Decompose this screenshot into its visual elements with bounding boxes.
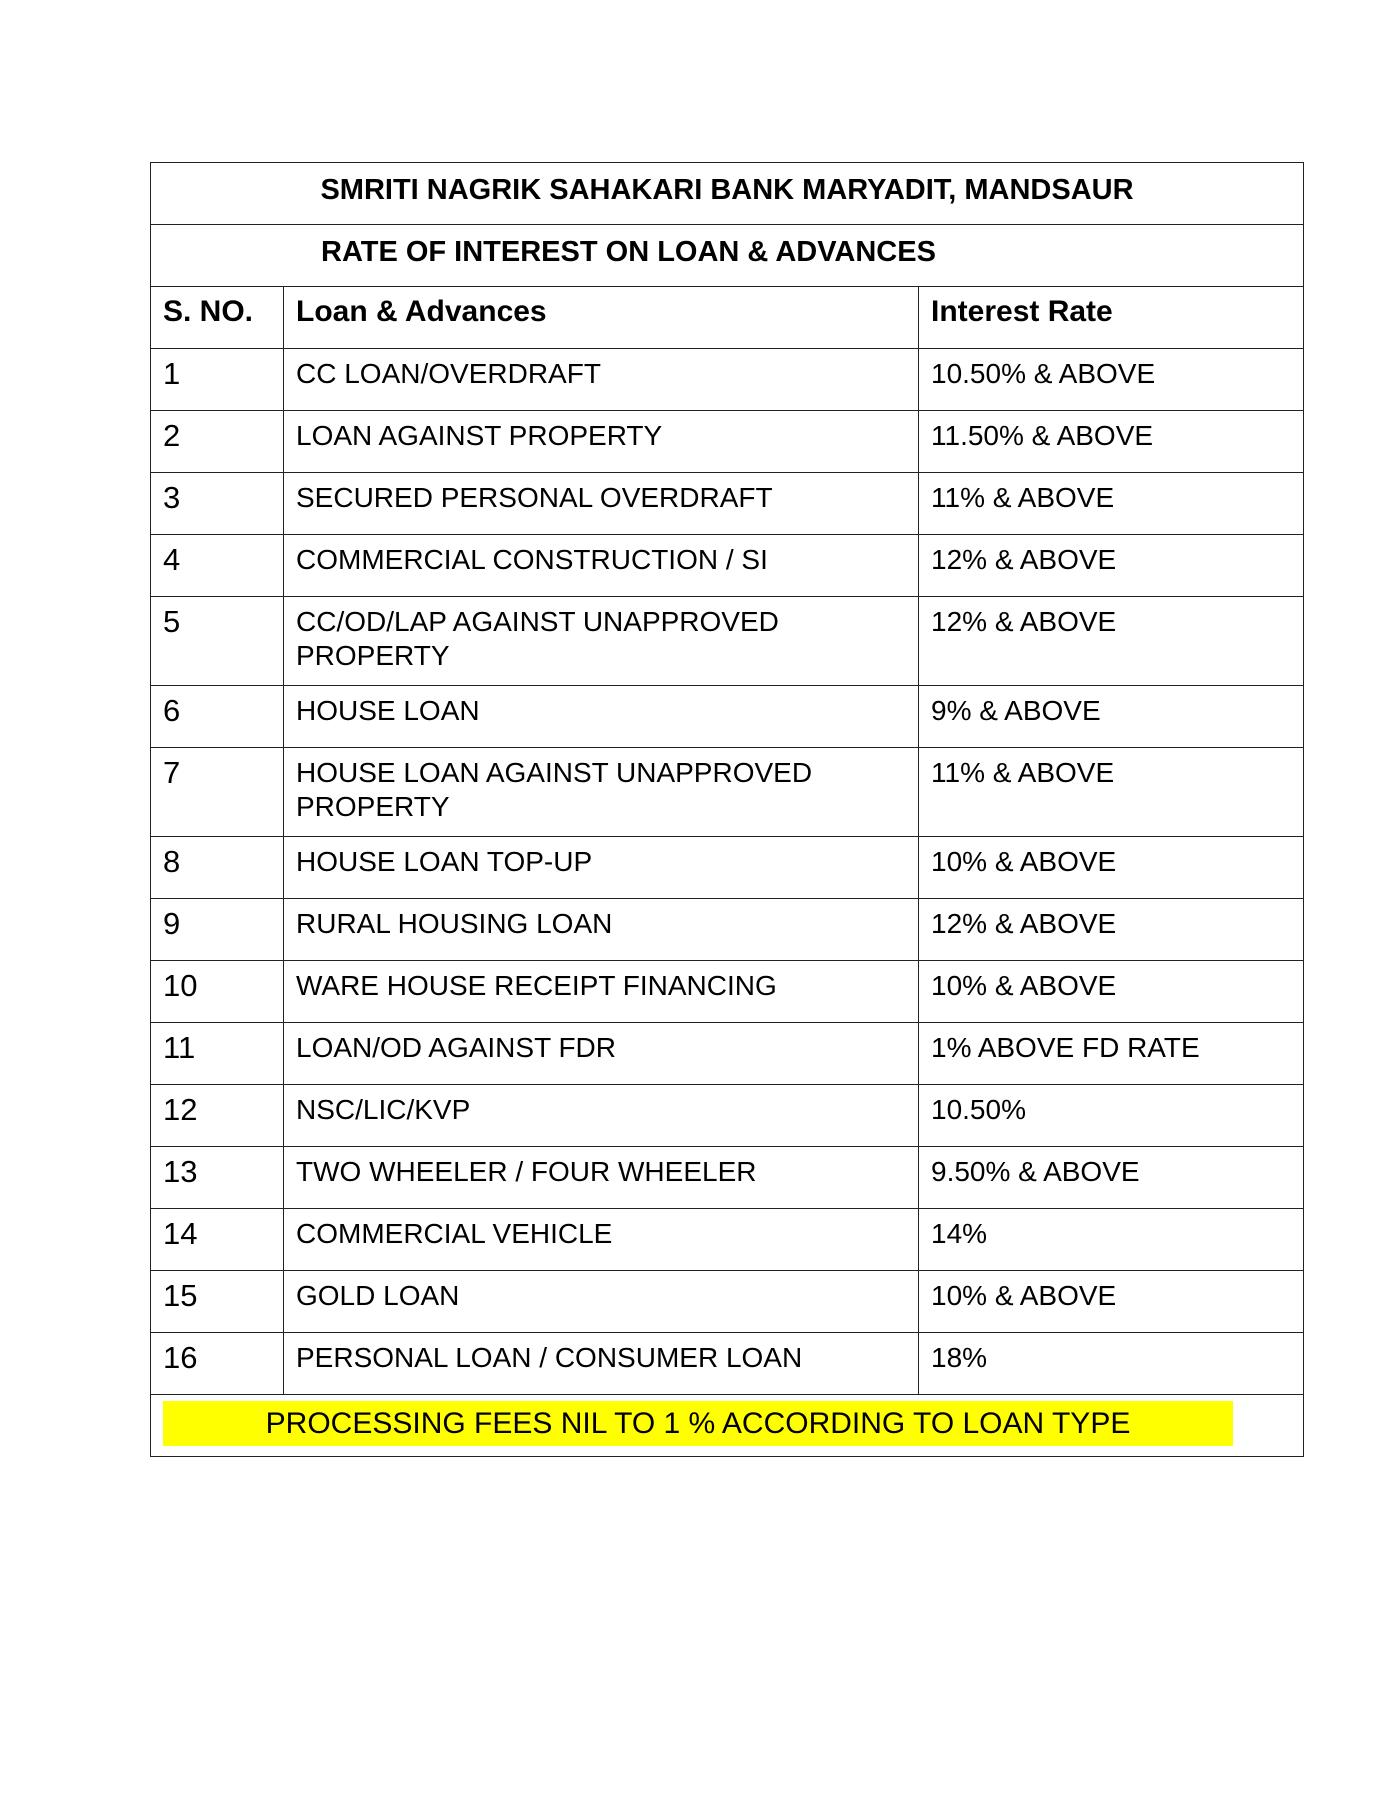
cell-rate: 14% — [919, 1209, 1304, 1271]
cell-rate: 10% & ABOVE — [919, 837, 1304, 899]
cell-loan: LOAN/OD AGAINST FDR — [284, 1023, 919, 1085]
cell-loan: RURAL HOUSING LOAN — [284, 899, 919, 961]
cell-sno: 8 — [151, 837, 284, 899]
cell-rate: 12% & ABOVE — [919, 899, 1304, 961]
header-row — [151, 287, 1304, 349]
cell-rate: 10.50% — [919, 1085, 1304, 1147]
table-row — [151, 473, 1304, 535]
cell-loan: PERSONAL LOAN / CONSUMER LOAN — [284, 1333, 919, 1395]
header-rate: Interest Rate — [919, 287, 1304, 349]
cell-rate: 10.50% & ABOVE — [919, 349, 1304, 411]
cell-rate: 10% & ABOVE — [919, 1271, 1304, 1333]
table-row — [151, 1085, 1304, 1147]
cell-loan: SECURED PERSONAL OVERDRAFT — [284, 473, 919, 535]
table-row — [151, 1271, 1304, 1333]
cell-rate: 11.50% & ABOVE — [919, 411, 1304, 473]
cell-loan: CC LOAN/OVERDRAFT — [284, 349, 919, 411]
cell-sno: 14 — [151, 1209, 284, 1271]
cell-loan: WARE HOUSE RECEIPT FINANCING — [284, 961, 919, 1023]
header-loan: Loan & Advances — [284, 287, 919, 349]
cell-loan: HOUSE LOAN — [284, 686, 919, 748]
table-row — [151, 1209, 1304, 1271]
cell-sno: 5 — [151, 597, 284, 686]
cell-loan: TWO WHEELER / FOUR WHEELER — [284, 1147, 919, 1209]
footer-row — [151, 1395, 1304, 1457]
cell-loan: COMMERCIAL VEHICLE — [284, 1209, 919, 1271]
bank-name: SMRITI NAGRIK SAHAKARI BANK MARYADIT, MANDSAUR — [151, 163, 1304, 225]
cell-loan: CC/OD/LAP AGAINST UNAPPROVED PROPERTY — [284, 597, 919, 686]
cell-rate: 12% & ABOVE — [919, 597, 1304, 686]
cell-sno: 9 — [151, 899, 284, 961]
cell-rate: 11% & ABOVE — [919, 748, 1304, 837]
cell-sno: 13 — [151, 1147, 284, 1209]
table-row — [151, 1333, 1304, 1395]
cell-sno: 2 — [151, 411, 284, 473]
cell-sno: 12 — [151, 1085, 284, 1147]
table-row — [151, 1147, 1304, 1209]
cell-sno: 3 — [151, 473, 284, 535]
cell-sno: 10 — [151, 961, 284, 1023]
processing-fees-note: PROCESSING FEES NIL TO 1 % ACCORDING TO LOAN TYPE — [163, 1401, 1233, 1446]
cell-loan: HOUSE LOAN TOP-UP — [284, 837, 919, 899]
cell-sno: 1 — [151, 349, 284, 411]
cell-loan: GOLD LOAN — [284, 1271, 919, 1333]
table-row — [151, 597, 1304, 686]
interest-rate-table — [150, 162, 1304, 1457]
table-subtitle: RATE OF INTEREST ON LOAN & ADVANCES — [151, 225, 1304, 287]
table-row — [151, 411, 1304, 473]
cell-loan: NSC/LIC/KVP — [284, 1085, 919, 1147]
table-row — [151, 535, 1304, 597]
table-row — [151, 748, 1304, 837]
cell-rate: 10% & ABOVE — [919, 961, 1304, 1023]
cell-sno: 6 — [151, 686, 284, 748]
cell-loan: COMMERCIAL CONSTRUCTION / SI — [284, 535, 919, 597]
table-row — [151, 1023, 1304, 1085]
cell-sno: 7 — [151, 748, 284, 837]
cell-rate: 9.50% & ABOVE — [919, 1147, 1304, 1209]
header-sno: S. NO. — [151, 287, 284, 349]
cell-loan: LOAN AGAINST PROPERTY — [284, 411, 919, 473]
cell-sno: 11 — [151, 1023, 284, 1085]
cell-sno: 16 — [151, 1333, 284, 1395]
cell-rate: 12% & ABOVE — [919, 535, 1304, 597]
table-row — [151, 686, 1304, 748]
cell-rate: 11% & ABOVE — [919, 473, 1304, 535]
table-row — [151, 961, 1304, 1023]
table-row — [151, 837, 1304, 899]
cell-rate: 1% ABOVE FD RATE — [919, 1023, 1304, 1085]
table-row — [151, 899, 1304, 961]
cell-sno: 4 — [151, 535, 284, 597]
cell-rate: 9% & ABOVE — [919, 686, 1304, 748]
cell-sno: 15 — [151, 1271, 284, 1333]
cell-rate: 18% — [919, 1333, 1304, 1395]
table-row — [151, 349, 1304, 411]
cell-loan: HOUSE LOAN AGAINST UNAPPROVED PROPERTY — [284, 748, 919, 837]
